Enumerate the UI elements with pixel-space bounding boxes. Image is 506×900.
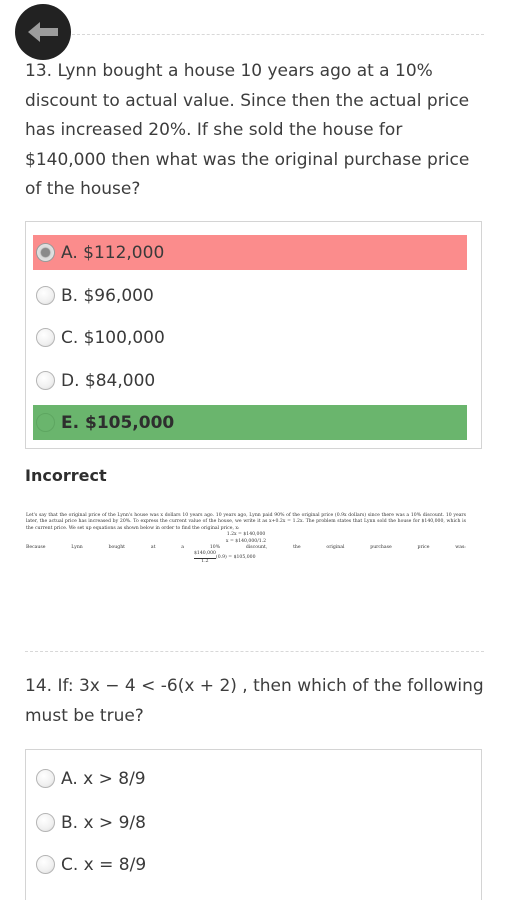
radio-icon[interactable] [36, 769, 55, 788]
option-b[interactable] [33, 278, 467, 313]
option-label: C. $100,000 [61, 327, 165, 348]
top-divider [72, 34, 484, 35]
final-result: (0.9) = $105,000 [215, 555, 256, 561]
question-13-text: 13. Lynn bought a house 10 years ago at a 10% discount to actual value. Since then the actual price has increased 20%. If she sold the house for $140,000 then what was the original purchase price of the house? [25, 61, 470, 199]
final-equation [194, 551, 482, 565]
word: was: [455, 545, 466, 551]
option-label: D. $84,000 [61, 370, 156, 391]
option-label: C. x = 8/9 [61, 854, 147, 875]
radio-icon[interactable] [36, 286, 55, 305]
question-13-options [25, 221, 482, 449]
option-a[interactable] [33, 761, 467, 796]
fraction [194, 551, 216, 565]
equation-2: x = $140,000/1.2 [225, 538, 267, 544]
word: Lynn [71, 545, 83, 551]
fraction-numerator: $140,000 [194, 551, 216, 558]
fraction-denominator: 1.2 [201, 558, 209, 564]
radio-icon[interactable] [36, 243, 55, 262]
word: discount, [245, 545, 268, 551]
word: Because [26, 545, 46, 551]
explanation-paragraph: Let's say that the original price of the Lynn's house was x dollars 10 years ago. 10 years ago, Lynn paid 90% of the original price (0.9x dollars) since there was a 10% discount. 10 years later, the actual price has increased by 20%. To express the current value of the house, we write it as x+0.2x = 1.2x. The problem states that Lynn sold the house for $140,000, which is the current price. We set up equations as shown below in order to find the original price, x: [26, 513, 466, 531]
option-label: B. x > 9/8 [61, 812, 146, 833]
explanation [26, 513, 482, 613]
equation-1: 1.2x = $140,000 [226, 532, 266, 538]
word: the [293, 545, 301, 551]
word: bought [108, 545, 126, 551]
question-14-options [25, 749, 482, 900]
option-e[interactable] [33, 405, 467, 440]
word: original [326, 545, 345, 551]
option-a[interactable] [33, 235, 467, 270]
option-label: B. $96,000 [61, 285, 154, 306]
option-label: E. $105,000 [61, 412, 175, 433]
option-c[interactable] [33, 320, 467, 355]
option-c[interactable] [33, 847, 467, 882]
option-label: A. $112,000 [61, 242, 165, 263]
word: purchase [370, 545, 392, 551]
option-d[interactable] [33, 363, 467, 398]
question-divider [25, 651, 484, 652]
radio-icon[interactable] [36, 413, 55, 432]
arrow-left-icon [26, 20, 60, 44]
option-label: A. x > 8/9 [61, 768, 146, 789]
radio-icon[interactable] [36, 855, 55, 874]
radio-icon[interactable] [36, 328, 55, 347]
option-b[interactable] [33, 805, 467, 840]
word: price [417, 545, 430, 551]
word: a [181, 545, 185, 551]
result-label: Incorrect [25, 466, 107, 485]
radio-icon[interactable] [36, 371, 55, 390]
back-button[interactable] [15, 4, 71, 60]
radio-icon[interactable] [36, 813, 55, 832]
question-14-text: 14. If: 3x − 4 < -6(x + 2) , then which of the following must be true? [25, 676, 484, 726]
word: at [150, 545, 156, 551]
word: 10% [209, 545, 221, 551]
